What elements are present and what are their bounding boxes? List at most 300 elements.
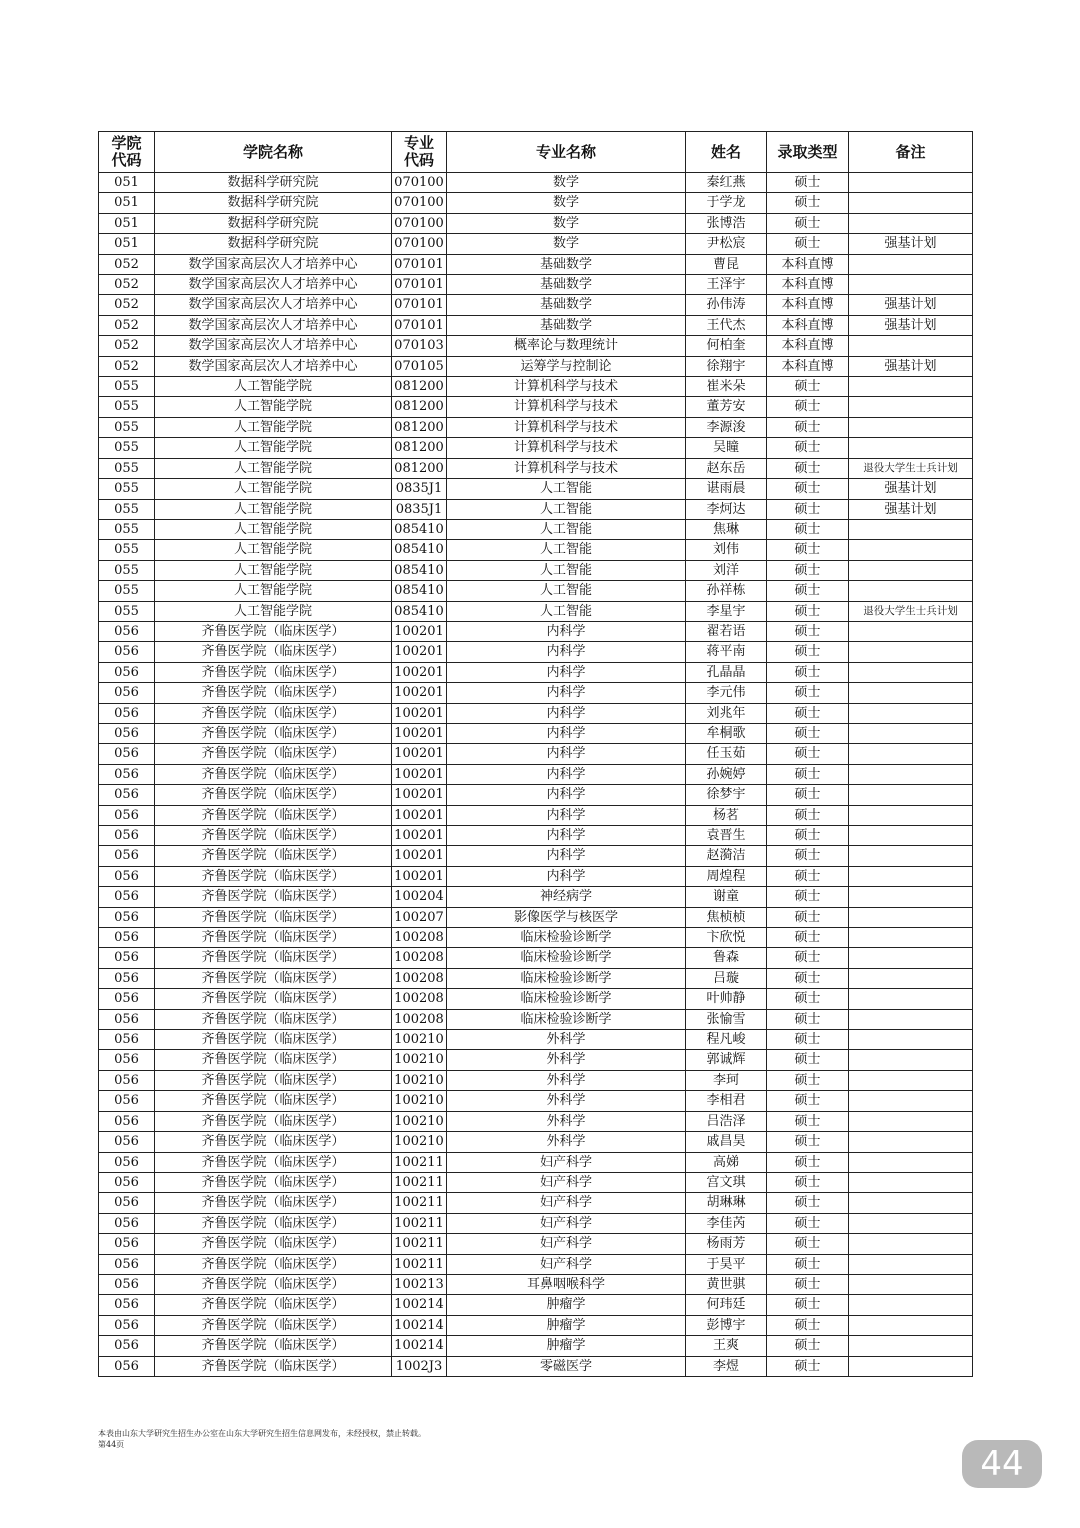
cell-admission-type: 硕士 (767, 1111, 849, 1131)
cell-major-code: 100201 (392, 744, 447, 764)
cell-admission-type: 本科直博 (767, 254, 849, 274)
table-row (99, 479, 973, 499)
cell-college-name: 齐鲁医学院（临床医学） (155, 1111, 392, 1131)
cell-college-name: 齐鲁医学院（临床医学） (155, 642, 392, 662)
cell-remarks (849, 438, 973, 458)
cell-remarks (849, 1091, 973, 1111)
cell-remarks (849, 173, 973, 193)
cell-remarks (849, 1213, 973, 1233)
cell-admission-type: 硕士 (767, 1213, 849, 1233)
cell-major-name: 内科学 (447, 785, 686, 805)
cell-remarks: 退役大学生士兵计划 (849, 601, 973, 621)
table-row (99, 1213, 973, 1233)
cell-college-code: 056 (99, 1070, 155, 1090)
table-row (99, 499, 973, 519)
cell-admission-type: 硕士 (767, 764, 849, 784)
cell-student-name: 李元伟 (686, 683, 767, 703)
cell-college-name: 齐鲁医学院（临床医学） (155, 989, 392, 1009)
cell-college-name: 齐鲁医学院（临床医学） (155, 744, 392, 764)
cell-major-name: 妇产科学 (447, 1193, 686, 1213)
table-row (99, 866, 973, 886)
cell-college-name: 齐鲁医学院（临床医学） (155, 1193, 392, 1213)
cell-admission-type: 硕士 (767, 866, 849, 886)
cell-student-name: 吕璇 (686, 968, 767, 988)
table-row (99, 1091, 973, 1111)
cell-major-code: 070101 (392, 275, 447, 295)
cell-student-name: 于学龙 (686, 193, 767, 213)
cell-student-name: 何柏奎 (686, 336, 767, 356)
cell-major-code: 1002J3 (392, 1356, 447, 1376)
cell-major-code: 100210 (392, 1050, 447, 1070)
cell-major-name: 内科学 (447, 846, 686, 866)
cell-college-name: 齐鲁医学院（临床医学） (155, 928, 392, 948)
table-row (99, 948, 973, 968)
cell-major-name: 内科学 (447, 826, 686, 846)
cell-remarks (849, 764, 973, 784)
cell-admission-type: 硕士 (767, 642, 849, 662)
cell-college-code: 056 (99, 948, 155, 968)
cell-student-name: 孔晶晶 (686, 662, 767, 682)
cell-college-name: 齐鲁医学院（临床医学） (155, 662, 392, 682)
table-row (99, 1030, 973, 1050)
cell-remarks (849, 989, 973, 1009)
cell-admission-type: 硕士 (767, 417, 849, 437)
cell-major-code: 100208 (392, 989, 447, 1009)
cell-college-code: 056 (99, 1030, 155, 1050)
cell-major-code: 070100 (392, 173, 447, 193)
table-row (99, 1111, 973, 1131)
admission-table (98, 131, 973, 1377)
cell-student-name: 李炣达 (686, 499, 767, 519)
cell-college-name: 齐鲁医学院（临床医学） (155, 1295, 392, 1315)
table-row (99, 683, 973, 703)
cell-major-name: 妇产科学 (447, 1254, 686, 1274)
cell-college-code: 056 (99, 826, 155, 846)
cell-remarks (849, 1172, 973, 1192)
cell-student-name: 赵东岳 (686, 458, 767, 478)
cell-major-name: 数学 (447, 173, 686, 193)
table-row (99, 315, 973, 335)
cell-admission-type: 硕士 (767, 479, 849, 499)
cell-admission-type: 硕士 (767, 560, 849, 580)
cell-admission-type: 硕士 (767, 540, 849, 560)
cell-admission-type: 硕士 (767, 723, 849, 743)
cell-college-name: 齐鲁医学院（临床医学） (155, 1050, 392, 1070)
table-row (99, 1070, 973, 1090)
cell-college-code: 056 (99, 1356, 155, 1376)
cell-remarks (849, 213, 973, 233)
cell-major-name: 内科学 (447, 662, 686, 682)
cell-major-name: 影像医学与核医学 (447, 907, 686, 927)
cell-student-name: 吕浩泽 (686, 1111, 767, 1131)
cell-college-code: 056 (99, 1172, 155, 1192)
table-row (99, 397, 973, 417)
cell-admission-type: 硕士 (767, 1254, 849, 1274)
cell-college-name: 齐鲁医学院（临床医学） (155, 907, 392, 927)
cell-college-name: 齐鲁医学院（临床医学） (155, 826, 392, 846)
cell-college-name: 齐鲁医学院（临床医学） (155, 1172, 392, 1192)
cell-admission-type: 硕士 (767, 1193, 849, 1213)
cell-admission-type: 硕士 (767, 519, 849, 539)
cell-college-name: 人工智能学院 (155, 560, 392, 580)
cell-college-code: 056 (99, 662, 155, 682)
cell-college-name: 数据科学研究院 (155, 193, 392, 213)
cell-major-name: 计算机科学与技术 (447, 417, 686, 437)
cell-remarks (849, 744, 973, 764)
cell-remarks (849, 1152, 973, 1172)
cell-major-name: 人工智能 (447, 519, 686, 539)
table-row (99, 968, 973, 988)
cell-college-code: 055 (99, 540, 155, 560)
table-row (99, 928, 973, 948)
cell-major-name: 数学 (447, 193, 686, 213)
cell-major-name: 内科学 (447, 703, 686, 723)
cell-college-name: 齐鲁医学院（临床医学） (155, 764, 392, 784)
table-row (99, 377, 973, 397)
cell-major-name: 数学 (447, 234, 686, 254)
cell-major-name: 人工智能 (447, 601, 686, 621)
cell-student-name: 杨茗 (686, 805, 767, 825)
cell-college-name: 数学国家高层次人才培养中心 (155, 315, 392, 335)
cell-college-code: 056 (99, 1152, 155, 1172)
cell-college-code: 055 (99, 581, 155, 601)
cell-major-name: 妇产科学 (447, 1172, 686, 1192)
cell-admission-type: 硕士 (767, 1070, 849, 1090)
cell-remarks: 强基计划 (849, 356, 973, 376)
cell-college-code: 056 (99, 1050, 155, 1070)
cell-student-name: 戚昌昊 (686, 1132, 767, 1152)
cell-admission-type: 本科直博 (767, 275, 849, 295)
cell-major-code: 085410 (392, 519, 447, 539)
cell-college-code: 056 (99, 907, 155, 927)
cell-major-code: 100208 (392, 928, 447, 948)
cell-major-code: 100201 (392, 785, 447, 805)
header-major-code-line1: 专业 (403, 134, 434, 152)
table-row (99, 356, 973, 376)
cell-student-name: 黄世骐 (686, 1274, 767, 1294)
cell-remarks (849, 1254, 973, 1274)
cell-student-name: 谌雨晨 (686, 479, 767, 499)
cell-remarks (849, 968, 973, 988)
table-row (99, 438, 973, 458)
cell-admission-type: 硕士 (767, 683, 849, 703)
cell-remarks (849, 928, 973, 948)
table-row (99, 173, 973, 193)
cell-admission-type: 硕士 (767, 989, 849, 1009)
cell-major-code: 081200 (392, 397, 447, 417)
cell-major-name: 人工智能 (447, 540, 686, 560)
cell-major-name: 内科学 (447, 683, 686, 703)
cell-college-name: 齐鲁医学院（临床医学） (155, 1254, 392, 1274)
cell-remarks (849, 642, 973, 662)
cell-student-name: 刘兆年 (686, 703, 767, 723)
cell-student-name: 彭博宇 (686, 1315, 767, 1335)
footer-page-number: 第44页 (98, 1440, 125, 1449)
cell-major-code: 081200 (392, 438, 447, 458)
cell-college-name: 人工智能学院 (155, 438, 392, 458)
cell-student-name: 于昊平 (686, 1254, 767, 1274)
cell-remarks (849, 193, 973, 213)
cell-remarks: 强基计划 (849, 499, 973, 519)
cell-admission-type: 硕士 (767, 826, 849, 846)
cell-admission-type: 硕士 (767, 744, 849, 764)
cell-student-name: 王代杰 (686, 315, 767, 335)
cell-remarks (849, 1336, 973, 1356)
cell-major-name: 基础数学 (447, 315, 686, 335)
cell-major-name: 临床检验诊断学 (447, 948, 686, 968)
cell-college-name: 人工智能学院 (155, 581, 392, 601)
table-row (99, 1193, 973, 1213)
header-major-code-line2: 代码 (403, 151, 434, 169)
cell-admission-type: 硕士 (767, 193, 849, 213)
cell-major-code: 081200 (392, 458, 447, 478)
cell-major-code: 081200 (392, 377, 447, 397)
cell-major-code: 100201 (392, 866, 447, 886)
cell-remarks: 强基计划 (849, 295, 973, 315)
header-college-code-line1: 学院 (111, 134, 142, 152)
table-row (99, 1234, 973, 1254)
table-row (99, 560, 973, 580)
cell-college-code: 056 (99, 989, 155, 1009)
cell-remarks (849, 560, 973, 580)
header-name: 姓名 (686, 132, 767, 173)
cell-student-name: 翟若语 (686, 621, 767, 641)
cell-student-name: 焦琳 (686, 519, 767, 539)
table-row (99, 458, 973, 478)
cell-major-code: 070101 (392, 295, 447, 315)
cell-student-name: 张博浩 (686, 213, 767, 233)
cell-major-code: 100201 (392, 703, 447, 723)
cell-major-code: 100210 (392, 1030, 447, 1050)
cell-admission-type: 硕士 (767, 438, 849, 458)
cell-admission-type: 硕士 (767, 846, 849, 866)
cell-college-code: 056 (99, 1009, 155, 1029)
cell-student-name: 李源浚 (686, 417, 767, 437)
cell-remarks: 强基计划 (849, 234, 973, 254)
cell-college-name: 齐鲁医学院（临床医学） (155, 1234, 392, 1254)
cell-college-code: 051 (99, 193, 155, 213)
cell-college-code: 056 (99, 928, 155, 948)
cell-admission-type: 硕士 (767, 1356, 849, 1376)
cell-remarks: 强基计划 (849, 315, 973, 335)
cell-college-name: 齐鲁医学院（临床医学） (155, 1315, 392, 1335)
cell-student-name: 郭诚辉 (686, 1050, 767, 1070)
cell-student-name: 卞欣悦 (686, 928, 767, 948)
cell-major-code: 100201 (392, 764, 447, 784)
cell-remarks (849, 683, 973, 703)
cell-major-name: 运筹学与控制论 (447, 356, 686, 376)
table-row (99, 193, 973, 213)
cell-major-name: 数学 (447, 213, 686, 233)
cell-major-name: 外科学 (447, 1030, 686, 1050)
cell-major-code: 100201 (392, 826, 447, 846)
cell-student-name: 徐梦宇 (686, 785, 767, 805)
cell-college-code: 056 (99, 1295, 155, 1315)
cell-remarks (849, 336, 973, 356)
cell-college-name: 人工智能学院 (155, 540, 392, 560)
cell-major-name: 内科学 (447, 764, 686, 784)
table-row (99, 336, 973, 356)
cell-college-name: 齐鲁医学院（临床医学） (155, 805, 392, 825)
cell-major-name: 外科学 (447, 1070, 686, 1090)
header-major-name: 专业名称 (447, 132, 686, 173)
cell-major-code: 070101 (392, 254, 447, 274)
cell-student-name: 任玉茹 (686, 744, 767, 764)
cell-college-code: 056 (99, 1315, 155, 1335)
header-admission-type: 录取类型 (767, 132, 849, 173)
cell-major-code: 100211 (392, 1172, 447, 1192)
cell-college-name: 数据科学研究院 (155, 234, 392, 254)
cell-major-name: 计算机科学与技术 (447, 438, 686, 458)
cell-admission-type: 硕士 (767, 621, 849, 641)
cell-major-name: 人工智能 (447, 479, 686, 499)
table-row (99, 723, 973, 743)
cell-college-code: 052 (99, 336, 155, 356)
cell-remarks (849, 826, 973, 846)
cell-major-name: 外科学 (447, 1050, 686, 1070)
cell-major-code: 100208 (392, 948, 447, 968)
cell-remarks (849, 397, 973, 417)
cell-college-name: 齐鲁医学院（临床医学） (155, 621, 392, 641)
cell-college-name: 数学国家高层次人才培养中心 (155, 254, 392, 274)
cell-major-name: 计算机科学与技术 (447, 377, 686, 397)
cell-student-name: 牟桐歌 (686, 723, 767, 743)
cell-college-name: 人工智能学院 (155, 397, 392, 417)
cell-major-name: 基础数学 (447, 275, 686, 295)
cell-admission-type: 本科直博 (767, 356, 849, 376)
cell-remarks (849, 1070, 973, 1090)
cell-admission-type: 硕士 (767, 397, 849, 417)
cell-college-name: 齐鲁医学院（临床医学） (155, 866, 392, 886)
cell-admission-type: 硕士 (767, 1315, 849, 1335)
cell-college-code: 056 (99, 1213, 155, 1233)
table-row (99, 417, 973, 437)
cell-college-code: 056 (99, 887, 155, 907)
cell-admission-type: 硕士 (767, 1234, 849, 1254)
cell-admission-type: 硕士 (767, 968, 849, 988)
cell-remarks (849, 948, 973, 968)
cell-major-code: 100201 (392, 683, 447, 703)
cell-major-code: 100214 (392, 1315, 447, 1335)
cell-student-name: 焦桢桢 (686, 907, 767, 927)
footer (98, 1428, 426, 1450)
cell-college-code: 052 (99, 356, 155, 376)
cell-remarks (849, 377, 973, 397)
cell-student-name: 叶帅静 (686, 989, 767, 1009)
cell-major-name: 外科学 (447, 1132, 686, 1152)
cell-remarks (849, 703, 973, 723)
cell-admission-type: 硕士 (767, 581, 849, 601)
cell-major-code: 100210 (392, 1091, 447, 1111)
table-body (99, 173, 973, 1377)
cell-student-name: 鲁森 (686, 948, 767, 968)
cell-remarks (849, 907, 973, 927)
cell-admission-type: 硕士 (767, 928, 849, 948)
cell-college-code: 056 (99, 723, 155, 743)
cell-major-code: 100214 (392, 1336, 447, 1356)
cell-admission-type: 硕士 (767, 907, 849, 927)
cell-student-name: 秦红燕 (686, 173, 767, 193)
cell-major-code: 100201 (392, 846, 447, 866)
cell-college-name: 人工智能学院 (155, 519, 392, 539)
cell-college-code: 056 (99, 846, 155, 866)
cell-college-name: 齐鲁医学院（临床医学） (155, 1336, 392, 1356)
cell-student-name: 曹昆 (686, 254, 767, 274)
cell-remarks (849, 1295, 973, 1315)
cell-major-name: 临床检验诊断学 (447, 1009, 686, 1029)
table-row (99, 907, 973, 927)
cell-major-name: 外科学 (447, 1091, 686, 1111)
header-major-code (392, 132, 447, 173)
cell-admission-type: 硕士 (767, 601, 849, 621)
cell-remarks (849, 275, 973, 295)
cell-college-code: 056 (99, 1132, 155, 1152)
cell-major-name: 内科学 (447, 723, 686, 743)
table-row (99, 621, 973, 641)
cell-college-code: 051 (99, 173, 155, 193)
cell-major-name: 肿瘤学 (447, 1315, 686, 1335)
cell-college-name: 数学国家高层次人才培养中心 (155, 356, 392, 376)
table-row (99, 989, 973, 1009)
table-row (99, 887, 973, 907)
header-college-code (99, 132, 155, 173)
cell-student-name: 李珂 (686, 1070, 767, 1090)
cell-college-code: 055 (99, 438, 155, 458)
cell-major-code: 100207 (392, 907, 447, 927)
cell-college-code: 055 (99, 601, 155, 621)
cell-major-name: 临床检验诊断学 (447, 989, 686, 1009)
table-row (99, 275, 973, 295)
cell-major-code: 100211 (392, 1193, 447, 1213)
table-row (99, 1274, 973, 1294)
cell-college-code: 055 (99, 377, 155, 397)
cell-remarks (849, 1234, 973, 1254)
cell-remarks (849, 254, 973, 274)
cell-remarks (849, 1315, 973, 1335)
table-row (99, 540, 973, 560)
cell-student-name: 李煜 (686, 1356, 767, 1376)
cell-college-code: 055 (99, 479, 155, 499)
cell-remarks (849, 1030, 973, 1050)
header-college-code-line2: 代码 (111, 151, 142, 169)
cell-college-code: 056 (99, 683, 155, 703)
cell-major-name: 肿瘤学 (447, 1336, 686, 1356)
cell-admission-type: 硕士 (767, 948, 849, 968)
cell-major-name: 妇产科学 (447, 1234, 686, 1254)
table-row (99, 764, 973, 784)
cell-college-name: 齐鲁医学院（临床医学） (155, 723, 392, 743)
cell-college-code: 052 (99, 315, 155, 335)
cell-major-code: 100201 (392, 621, 447, 641)
cell-remarks (849, 1132, 973, 1152)
cell-major-name: 概率论与数理统计 (447, 336, 686, 356)
cell-student-name: 刘伟 (686, 540, 767, 560)
cell-major-code: 070105 (392, 356, 447, 376)
cell-college-code: 056 (99, 785, 155, 805)
cell-major-name: 人工智能 (447, 499, 686, 519)
table-row (99, 1152, 973, 1172)
cell-major-name: 零磁医学 (447, 1356, 686, 1376)
header-remarks: 备注 (849, 132, 973, 173)
cell-admission-type: 硕士 (767, 1274, 849, 1294)
cell-admission-type: 硕士 (767, 234, 849, 254)
cell-major-code: 070100 (392, 193, 447, 213)
table-row (99, 1050, 973, 1070)
cell-admission-type: 硕士 (767, 1132, 849, 1152)
cell-college-name: 齐鲁医学院（临床医学） (155, 1030, 392, 1050)
cell-admission-type: 硕士 (767, 1336, 849, 1356)
cell-student-name: 胡琳琳 (686, 1193, 767, 1213)
